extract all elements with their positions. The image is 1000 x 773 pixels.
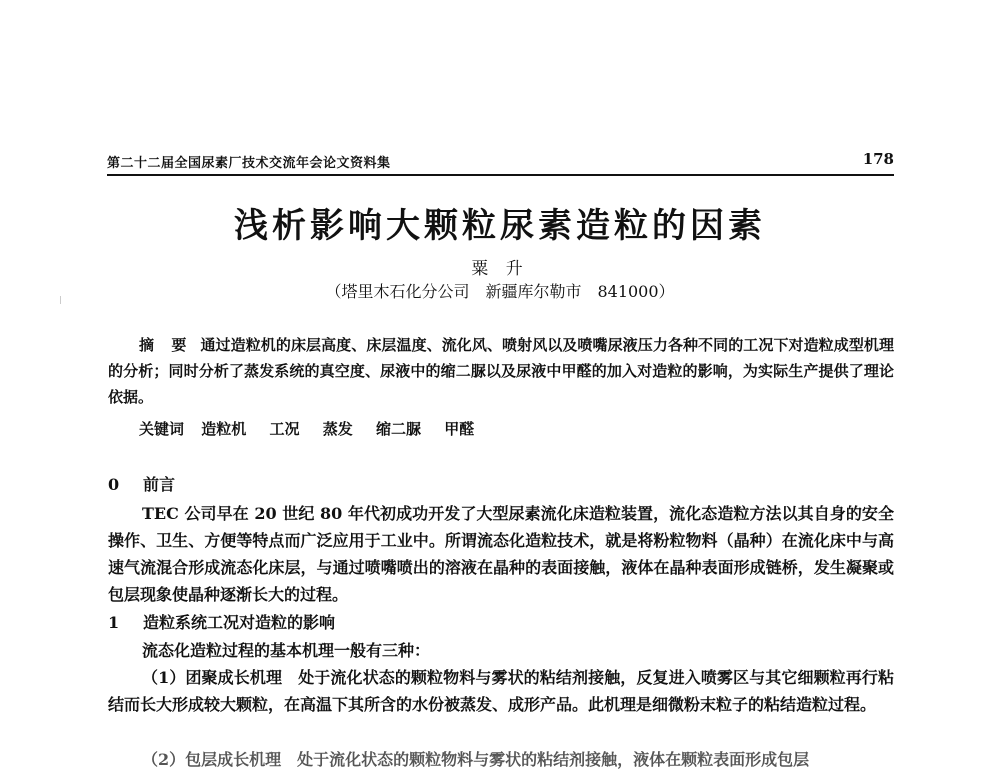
keyword: 缩二脲 bbox=[376, 420, 422, 438]
paragraph-mechanism-1: （1）团聚成长机理 处于流化状态的颗粒物料与雾状的粘结剂接触，反复进入喷雾区与其它细颗粒再行粘结而长大形成较大颗粒，在高温下其所含的水份被蒸发、成形产品。此机理是细微粉末粒子的粘结造粒过程。 bbox=[108, 668, 894, 714]
keyword: 甲醛 bbox=[444, 420, 475, 438]
journal-name: 第二十二届全国尿素厂技术交流年会论文资料集 bbox=[107, 156, 391, 171]
section-title: 前言 bbox=[143, 475, 176, 494]
paragraph-mechanism-2-cutoff: （2）包层成长机理 处于流化状态的颗粒物料与雾状的粘结剂接触，液体在颗粒表面形成包层 bbox=[142, 750, 810, 769]
section-heading-0 bbox=[108, 472, 175, 495]
section-number: 1 bbox=[108, 613, 120, 632]
keyword: 蒸发 bbox=[322, 420, 353, 438]
keyword: 工况 bbox=[269, 420, 300, 438]
author-affiliation: （塔里木石化分公司 新疆库尔勒市 841000） bbox=[325, 282, 675, 301]
running-header bbox=[107, 146, 894, 176]
paragraph-intro: TEC 公司早在 20 世纪 80 年代初成功开发了大型尿素流化床造粒装置，流化态造粒方法以其自身的安全操作、卫生、方便等特点而广泛应用于工业中。所谓流态化造粒技术，就是将粉粒物料（晶种）在流化床中与高速气流混合形成流态化床层，与通过喷嘴喷出的溶液在晶种的表面接触，液体在晶种表面形成链桥，发生凝聚或包层现象使晶种逐渐长大的过程。 bbox=[108, 504, 894, 604]
abstract-label: 摘 要 bbox=[139, 336, 193, 354]
keywords-label: 关键词 bbox=[139, 420, 185, 438]
section-heading-1 bbox=[108, 610, 335, 633]
author-name: 粟 升 bbox=[471, 259, 529, 279]
abstract bbox=[108, 332, 894, 410]
page-number: 178 bbox=[862, 150, 894, 168]
section-number: 0 bbox=[108, 475, 120, 494]
keyword: 造粒机 bbox=[201, 420, 247, 438]
abstract-text: 通过造粒机的床层高度、床层温度、流化风、喷射风以及喷嘴尿液压力各种不同的工况下对造粒成型机理的分析；同时分析了蒸发系统的真空度、尿液中的缩二脲以及尿液中甲醛的加入对造粒的影响，为实际生产提供了理论依据。 bbox=[108, 336, 894, 406]
keywords bbox=[139, 418, 492, 439]
paragraph-mechanism-intro: 流态化造粒过程的基本机理一般有三种： bbox=[142, 641, 431, 660]
paper-title: 浅析影响大颗粒尿素造粒的因素 bbox=[234, 206, 766, 246]
section-title: 造粒系统工况对造粒的影响 bbox=[143, 613, 336, 632]
